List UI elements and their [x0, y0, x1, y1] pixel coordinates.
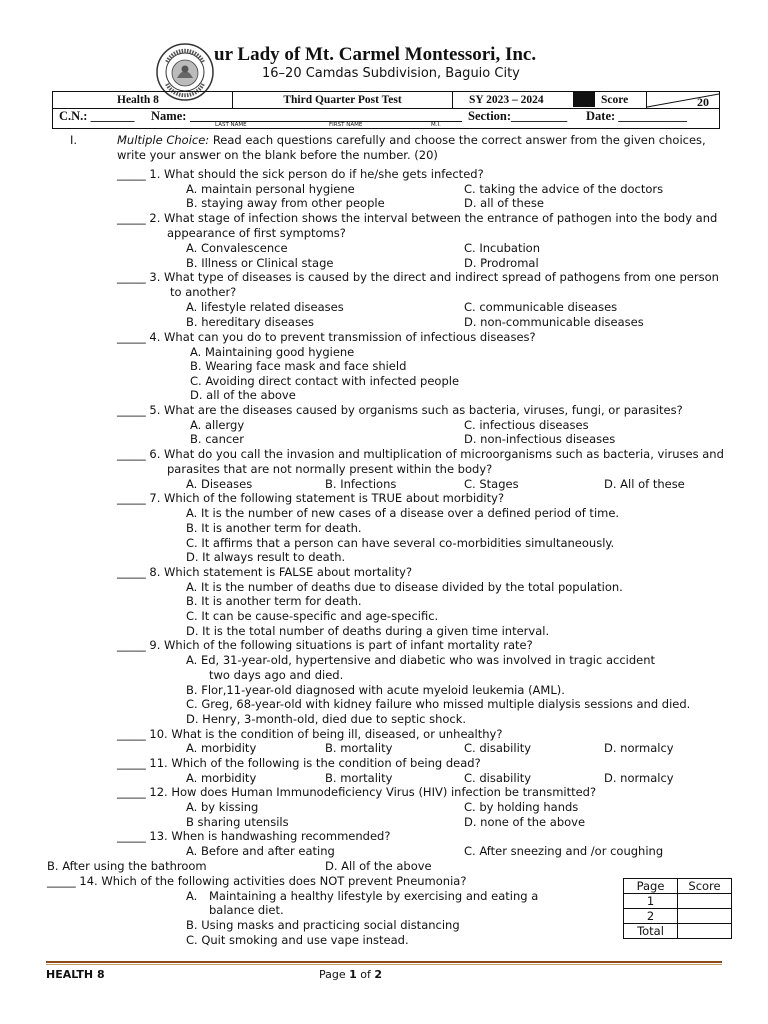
- q2-choice-a: A. Convalescence: [186, 241, 288, 255]
- q10-choice-a: A. morbidity: [186, 741, 257, 755]
- q12-choice-c: C. by holding hands: [464, 800, 579, 814]
- question-3-cont: to another?: [170, 285, 237, 299]
- section-instructions-line1: Read each questions carefully and choose the correct answer from the given choices,: [209, 133, 706, 147]
- q9-choice-a: A. Ed, 31-year-old, hypertensive and diabetic who was involved in tragic accident: [186, 653, 656, 667]
- q4-choice-d: D. all of the above: [190, 388, 296, 402]
- q3-choice-b: B. hereditary diseases: [186, 315, 315, 329]
- question-14: _____ 14. Which of the following activities does NOT prevent Pneumonia?: [47, 874, 467, 888]
- question-2-cont: appearance of first symptoms?: [167, 226, 346, 240]
- page-header: Page: [624, 879, 678, 894]
- q6-choice-c: C. Stages: [464, 477, 519, 491]
- q5-choice-d: D. non-infectious diseases: [464, 432, 616, 446]
- score-total: 20: [697, 95, 709, 109]
- section-heading: Multiple Choice:: [117, 133, 210, 147]
- test-title-cell: Third Quarter Post Test: [233, 92, 453, 108]
- q9-choice-d: D. Henry, 3-month-old, died due to septic shock.: [186, 712, 467, 726]
- q11-choice-b: B. mortality: [325, 771, 393, 785]
- q3-choice-d: D. non-communicable diseases: [464, 315, 644, 329]
- q10-choice-c: C. disability: [464, 741, 532, 755]
- school-year-cell: SY 2023 – 2024: [469, 94, 544, 106]
- q14-choice-a-letter: A.: [186, 889, 198, 903]
- q4-choice-b: B. Wearing face mask and face shield: [190, 359, 407, 373]
- page-row-2: 2: [624, 909, 678, 924]
- question-13: _____ 13. When is handwashing recommended?: [117, 829, 391, 843]
- page-row-total: Total: [624, 924, 678, 939]
- score-cell-2[interactable]: [678, 909, 732, 924]
- question-5: _____ 5. What are the diseases caused by organisms such as bacteria, viruses, fungi, or parasites?: [117, 403, 683, 417]
- q13-choice-d: D. All of the above: [325, 859, 432, 873]
- black-box: [573, 92, 595, 107]
- q2-choice-d: D. Prodromal: [464, 256, 539, 270]
- section-instructions: [117, 133, 706, 147]
- question-6: _____ 6. What do you call the invasion and multiplication of microorganisms such as bacteria, viruses and: [117, 447, 724, 461]
- q7-choice-b: B. It is another term for death.: [186, 521, 362, 535]
- question-7: _____ 7. Which of the following statement is TRUE about morbidity?: [117, 491, 505, 505]
- section-roman: I.: [70, 133, 78, 147]
- q12-choice-b: B sharing utensils: [186, 815, 289, 829]
- q1-choice-c: C. taking the advice of the doctors: [464, 182, 664, 196]
- q1-choice-b: B. staying away from other people: [186, 196, 385, 210]
- q6-choice-a: A. Diseases: [186, 477, 253, 491]
- q14-choice-a: Maintaining a healthy lifestyle by exercising and eating a: [209, 889, 539, 903]
- q11-choice-a: A. morbidity: [186, 771, 257, 785]
- first-name-caption: FIRST NAME: [329, 122, 363, 128]
- q8-choice-b: B. It is another term for death.: [186, 594, 362, 608]
- q10-choice-b: B. mortality: [325, 741, 393, 755]
- name-field-label: Name:: [151, 109, 187, 123]
- q1-choice-a: A. maintain personal hygiene: [186, 182, 355, 196]
- footer-page-current: 1: [349, 968, 357, 981]
- q8-choice-a: A. It is the number of deaths due to disease divided by the total population.: [186, 580, 623, 594]
- q2-choice-c: C. Incubation: [464, 241, 541, 255]
- q8-choice-c: C. It can be cause-specific and age-specific.: [186, 609, 439, 623]
- q3-choice-a: A. lifestyle related diseases: [186, 300, 344, 314]
- page-score-table: [623, 878, 732, 939]
- q2-choice-b: B. Illness or Clinical stage: [186, 256, 334, 270]
- q8-choice-d: D. It is the total number of deaths during a given time interval.: [186, 624, 550, 638]
- question-6-cont: parasites that are not normally present within the body?: [167, 462, 493, 476]
- section-instructions-line2: write your answer on the blank before the number. (20): [117, 148, 438, 162]
- q5-choice-b: B. cancer: [190, 432, 244, 446]
- test-info-table: [52, 91, 720, 129]
- footer-rule: [46, 961, 722, 963]
- q14-choice-b: B. Using masks and practicing social distancing: [186, 918, 460, 932]
- q12-choice-d: D. none of the above: [464, 815, 586, 829]
- q7-choice-c: C. It affirms that a person can have several co-morbidities simultaneously.: [186, 536, 615, 550]
- q13-choice-b: B. After using the bathroom: [47, 859, 207, 873]
- q10-choice-d: D. normalcy: [604, 741, 674, 755]
- score-header: Score: [678, 879, 732, 894]
- footer-subject: HEALTH 8: [46, 968, 105, 981]
- subject-cell: Health 8: [53, 92, 233, 108]
- school-address: 16–20 Camdas Subdivision, Baguio City: [262, 66, 520, 81]
- info-row-2: [53, 108, 719, 128]
- q9-choice-c: C. Greg, 68-year-old with kidney failure who missed multiple dialysis sessions and died.: [186, 697, 691, 711]
- footer-page-prefix: Page: [319, 968, 350, 981]
- question-9: _____ 9. Which of the following situations is part of infant mortality rate?: [117, 638, 533, 652]
- question-4: _____ 4. What can you do to prevent transmission of infectious diseases?: [117, 330, 536, 344]
- q7-choice-a: A. It is the number of new cases of a disease over a defined period of time.: [186, 506, 620, 520]
- footer-page-total: 2: [374, 968, 383, 981]
- question-10: _____ 10. What is the condition of being ill, diseased, or unhealthy?: [117, 727, 503, 741]
- q6-choice-d: D. All of these: [604, 477, 685, 491]
- q1-choice-d: D. all of these: [464, 196, 544, 210]
- q7-choice-d: D. It always result to death.: [186, 550, 346, 564]
- q5-choice-c: C. infectious diseases: [464, 418, 589, 432]
- mi-caption: M.I.: [431, 122, 441, 128]
- info-row-1: [53, 92, 719, 109]
- q13-choice-a: A. Before and after eating: [186, 844, 335, 858]
- question-12: _____ 12. How does Human Immunodeficiency Virus (HIV) infection be transmitted?: [117, 785, 597, 799]
- question-1: _____ 1. What should the sick person do if he/she gets infected?: [117, 167, 484, 181]
- q14-choice-c: C. Quit smoking and use vape instead.: [186, 933, 409, 947]
- q4-choice-c: C. Avoiding direct contact with infected people: [190, 374, 460, 388]
- q11-choice-d: D. normalcy: [604, 771, 674, 785]
- q9-choice-a-cont: two days ago and died.: [209, 668, 344, 682]
- question-2: _____ 2. What stage of infection shows the interval between the entrance of pathogen into the body and: [117, 211, 718, 225]
- school-name: ur Lady of Mt. Carmel Montessori, Inc.: [214, 44, 537, 65]
- q4-choice-a: A. Maintaining good hygiene: [190, 345, 355, 359]
- q9-choice-b: B. Flor,11-year-old diagnosed with acute myeloid leukemia (AML).: [186, 683, 565, 697]
- score-cell-total[interactable]: [678, 924, 732, 939]
- footer-page-of: of: [356, 968, 375, 981]
- q6-choice-b: B. Infections: [325, 477, 397, 491]
- score-label-cell: Score: [595, 92, 647, 108]
- question-3: _____ 3. What type of diseases is caused by the direct and indirect spread of pathogens from one person: [117, 270, 719, 284]
- question-11: _____ 11. Which of the following is the condition of being dead?: [117, 756, 481, 770]
- last-name-caption: LAST NAME: [215, 122, 247, 128]
- q5-choice-a: A. allergy: [190, 418, 245, 432]
- q3-choice-c: C. communicable diseases: [464, 300, 618, 314]
- q14-choice-a-cont: balance diet.: [209, 903, 284, 917]
- q13-choice-c: C. After sneezing and /or coughing: [464, 844, 664, 858]
- score-cell-1[interactable]: [678, 894, 732, 909]
- date-field[interactable]: Date: ___________: [586, 109, 688, 123]
- footer-page-number: [319, 968, 382, 981]
- cn-field[interactable]: C.N.: _______: [59, 109, 135, 123]
- question-8: _____ 8. Which statement is FALSE about mortality?: [117, 565, 413, 579]
- q12-choice-a: A. by kissing: [186, 800, 259, 814]
- page-row-1: 1: [624, 894, 678, 909]
- section-field[interactable]: Section:_________: [468, 109, 568, 123]
- q11-choice-c: C. disability: [464, 771, 532, 785]
- footer-rule-thin: [46, 964, 722, 965]
